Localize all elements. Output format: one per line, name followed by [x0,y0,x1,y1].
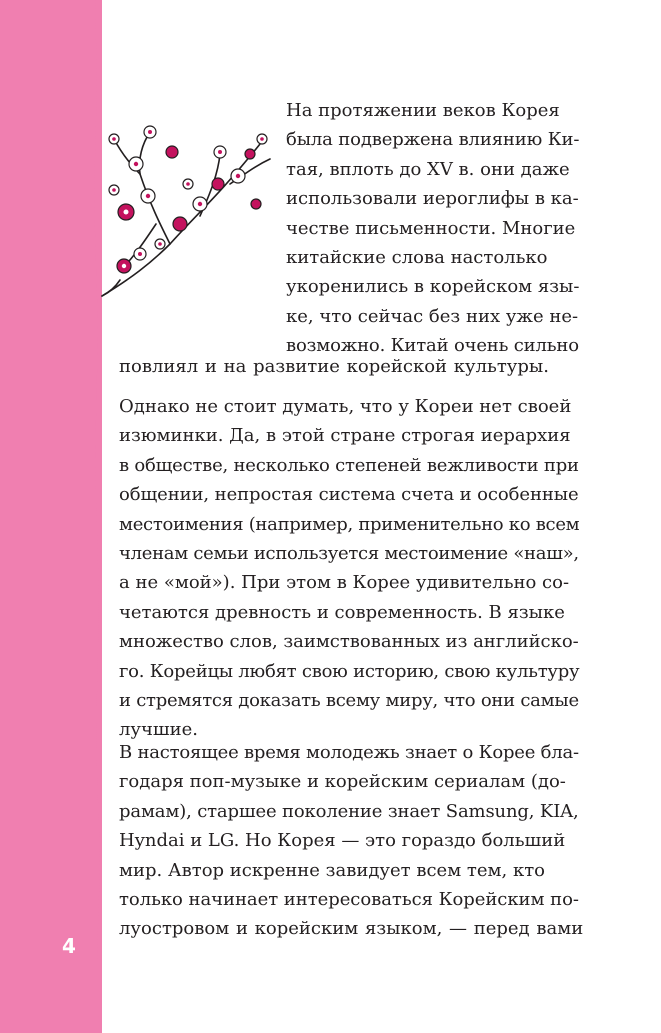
text-line: луостровом и корейским языком, — перед вами [119,918,584,940]
text-line: множество слов, заимствованных из английско- [119,631,579,653]
text-line: честве письменности. Многие [286,217,576,239]
paragraph-3 [119,738,584,944]
text-line: и стремятся доказать всему миру, что они самые [119,689,579,711]
text-line: В настоящее время молодежь знает о Корее бла- [119,742,579,763]
text-line: Hyndai и LG. Но Корея — это гораздо больший [119,830,566,852]
text-line: возможно. Китай очень сильно [286,335,579,357]
text-line: использовали иероглифы в ка- [286,188,579,210]
text-line: тая, вплоть до XV в. они даже [286,158,570,180]
text-line: го. Корейцы любят свою историю, свою культуру [119,660,580,682]
text-line: местоимения (например, применительно ко всем [119,513,580,535]
text-line: Однако не стоит думать, что у Кореи нет своей [119,396,572,417]
text-line: только начинает интересоваться Корейским по- [119,888,579,910]
text-line: На протяжении веков Корея [286,100,560,121]
text-line: китайские слова настолько [286,246,548,268]
paragraph-1-wrapped [286,96,579,361]
text-line: изюминки. Да, в этой стране строгая иерархия [119,425,571,447]
text-line: а не «мой»). При этом в Корее удивительно со- [119,572,570,594]
page-number: 4 [62,934,76,958]
text-line: годаря поп-музыке и корейским сериалам (до- [119,771,566,793]
text-line: укоренились в корейском язы- [286,276,580,298]
text-line: была подвержена влиянию Ки- [286,129,580,151]
cherry-blossom-branch-icon [100,104,280,304]
text-line: ке, что сейчас без них уже не- [286,305,579,327]
text-line: четаются древность и современность. В языке [119,601,565,623]
paragraph-2 [119,392,579,745]
text-line: мир. Автор искренне завидует всем тем, кто [119,859,546,881]
text-line: членам семьи используется местоимение «наш», [119,542,579,564]
text-line: общении, непростая система счета и особенные [119,484,579,506]
text-line: повлиял и на развитие корейской культуры. [119,356,549,377]
text-line: рамам), старшее поколение знает Samsung, KIA, [119,800,579,822]
text-line: лучшие. [119,719,199,741]
paragraph-1-last-line [119,352,579,381]
side-color-band [0,0,102,1033]
text-line: в обществе, несколько степеней вежливости при [119,454,579,476]
